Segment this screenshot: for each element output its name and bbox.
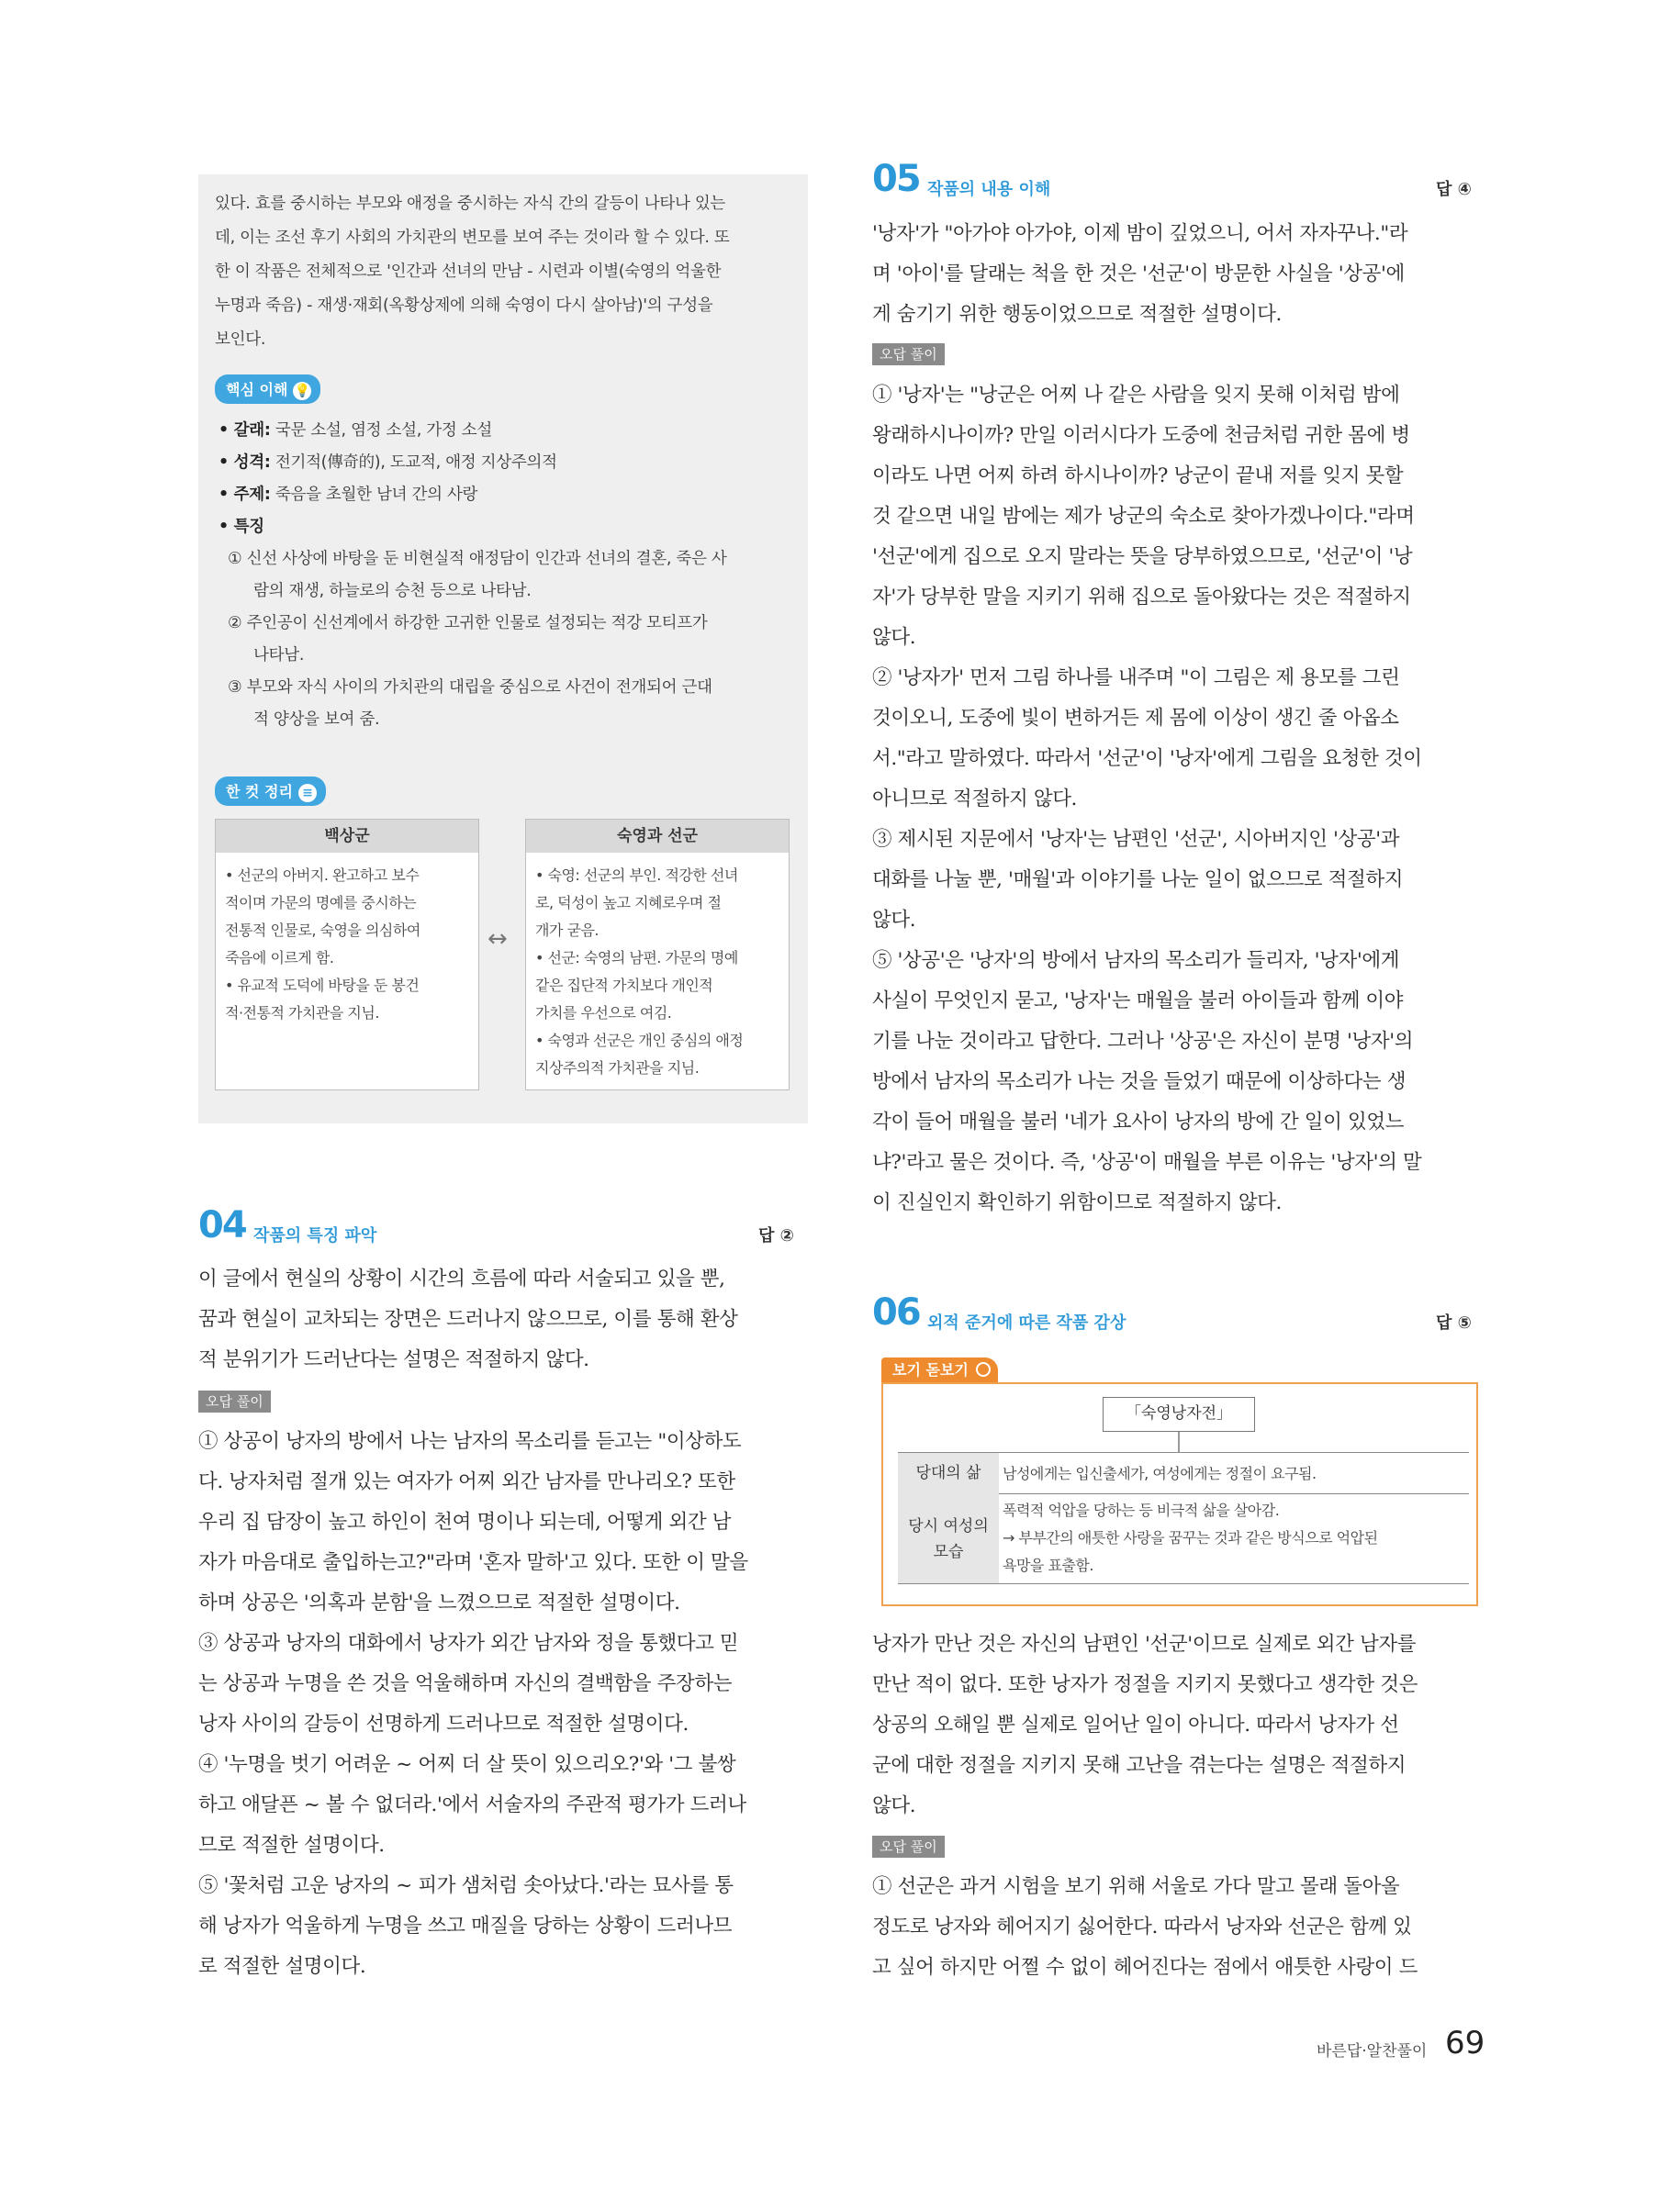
q04-explain-line: 해 낭자가 억울하게 누명을 쓰고 매질을 당하는 상황이 드러나므 [198,1915,733,1938]
question-number-06: 06 [872,1291,920,1334]
core-badge-label: 핵심 이해 [226,381,288,398]
q04-body-line: 이 글에서 현실의 상황이 시간의 흐름에 따라 서술되고 있을 뿐, [198,1268,725,1290]
character-line: 로, 덕성이 높고 지혜로우며 절 [535,894,722,911]
q04-explain-line: 므로 적절한 설명이다. [198,1834,385,1857]
wrong-answer-label-05: 오답 풀이 [872,343,945,365]
q06-body-line: 않다. [872,1794,916,1817]
bogi-row-text: 욕망을 표출함. [1003,1557,1093,1574]
intro-line: 보인다. [215,330,266,349]
q04-explain-line: 낭자 사이의 갈등이 선명하게 드러나므로 적절한 설명이다. [198,1713,689,1736]
bogi-row-text: 남성에게는 입신출세가, 여성에게는 정절이 요구됨. [1003,1465,1317,1482]
character-line: 적이며 가문의 명예를 중시하는 [225,894,417,911]
q05-explain-line: 왕래하시나이까? 만일 이러시다가 도중에 천금처럼 귀한 몸에 병 [872,424,1410,447]
q04-explain-line: ④ '누명을 벗기 어려운 ~ 어찌 더 살 뜻이 있으리오?'와 '그 불쌍 [198,1753,736,1776]
magnifier-icon [976,1362,991,1377]
q05-explain-line: 냐?'라고 물은 것이다. 즉, '상공'이 매월을 부른 이유는 '낭자'의 말 [872,1151,1422,1174]
q04-explain-line: 하고 애달픈 ~ 볼 수 없더라.'에서 서술자의 주관적 평가가 드러나 [198,1793,746,1816]
character-line: 개가 굳음. [535,922,599,939]
question-title-04: 작품의 특징 파악 [253,1226,377,1246]
one-cut-summary-badge [215,776,326,806]
q06-body-line: 만난 적이 없다. 또한 낭자가 정절을 지키지 못했다고 생각한 것은 [872,1673,1418,1696]
summary-box [198,174,808,1123]
q05-body-line: '낭자'가 "아가야 아가야, 이제 밤이 깊었으니, 어서 자자꾸나."라 [872,222,1408,245]
answer-04: 답 ② [758,1226,794,1246]
character-line: • 유교적 도덕에 바탕을 둔 봉건 [225,977,420,994]
q04-explain-line: 자가 마음대로 출입하는고?"라며 '혼자 말하'고 있다. 또한 이 말을 [198,1551,748,1574]
bogi-row-text: → 부부간의 애틋한 사랑을 꿈꾸는 것과 같은 방식으로 억압된 [1003,1529,1378,1547]
core-understanding-badge [215,374,320,404]
bogi-row [898,1452,1469,1494]
q05-explain-line: 기를 나눈 것이라고 답한다. 그러나 '상공'은 자신이 분명 '낭자'의 [872,1030,1414,1053]
question-title-05: 작품의 내용 이해 [927,180,1051,199]
core-list [219,415,797,736]
character-line: • 숙영과 선군은 개인 중심의 애정 [535,1032,744,1049]
q06-explain-line: ① 선군은 과거 시험을 보기 위해 서울로 가다 말고 몰래 돌아올 [872,1875,1400,1898]
q04-explain-line: 는 상공과 누명을 쓴 것을 억울해하며 자신의 결백함을 주장하는 [198,1672,733,1695]
q04-explain-line: 다. 낭자처럼 절개 있는 여자가 어찌 외간 남자를 만나리오? 또한 [198,1470,735,1493]
q05-explain-line: 방에서 남자의 목소리가 나는 것을 들었기 때문에 이상하다는 생 [872,1070,1407,1093]
q05-explain-line: 이 진실인지 확인하기 위함이므로 적절하지 않다. [872,1191,1282,1214]
bogi-tab [881,1357,998,1383]
feature-line: ② 주인공이 신선계에서 하강한 고귀한 인물로 설정되는 적강 모티프가 [228,614,708,632]
q05-explain-line: 않다. [872,909,916,932]
q04-body-line: 꿈과 현실이 교차되는 장면은 드러나지 않으므로, 이를 통해 환상 [198,1308,738,1331]
q06-explain-line: 정도로 낭자와 헤어지기 싫어한다. 따라서 낭자와 선군은 함께 있 [872,1916,1412,1938]
q04-explain-line: ① 상공이 낭자의 방에서 나는 남자의 목소리를 듣고는 "이상하도 [198,1430,742,1453]
q05-explain-line: 대화를 나눌 뿐, '매월'과 이야기를 나눈 일이 없으므로 적절하지 [872,868,1404,891]
q05-explain-line: 것 같으면 내일 밤에는 제가 낭군의 숙소로 찾아가겠나이다."라며 [872,505,1415,528]
footer-book-title: 바른답·알찬풀이 [1317,2042,1428,2061]
q05-explain-line: 이라도 나면 어찌 하려 하시나이까? 낭군이 끝내 저를 잊지 못할 [872,464,1404,487]
q05-body-line: 며 '아이'를 달래는 척을 한 것은 '선군'이 방문한 사실을 '상공'에 [872,263,1405,285]
core-item-theme: • 주제: 죽음을 초월한 남녀 간의 사랑 [219,486,478,504]
core-item-genre: • 갈래: 국문 소설, 염정 소설, 가정 소설 [219,421,492,440]
feature-line: ① 신선 사상에 바탕을 둔 비현실적 애정담이 인간과 선녀의 결혼, 죽은 사 [228,550,727,568]
q04-explain-line: 로 적절한 설명이다. [198,1955,366,1978]
q04-explain-line: ③ 상공과 낭자의 대화에서 낭자가 외간 남자와 정을 통했다고 믿 [198,1632,739,1655]
q04-explain-line: 하며 상공은 '의혹과 분함'을 느꼈으므로 적절한 설명이다. [198,1592,680,1614]
bogi-row-text: 폭력적 억압을 당하는 등 비극적 삶을 살아감. [1003,1502,1280,1519]
bogi-row-head-line: 당시 여성의 [908,1517,989,1536]
page-number: 69 [1445,2025,1485,2061]
answer-05: 답 ④ [1436,180,1472,199]
question-number-04: 04 [198,1204,246,1246]
character-line: 적·전통적 가치관을 지님. [225,1004,379,1022]
cut-badge-label: 한 컷 정리 [226,783,293,800]
wrong-answer-label-04: 오답 풀이 [198,1391,271,1413]
q05-explain-line: 사실이 무엇인지 묻고, '낭자'는 매월을 불러 아이들과 함께 이야 [872,989,1404,1012]
q05-explain-line: ① '낭자'는 "낭군은 어찌 나 같은 사람을 잊지 못해 이처럼 밤에 [872,384,1400,407]
q06-body-line: 군에 대한 정절을 지키지 못해 고난을 겪는다는 설명은 적절하지 [872,1754,1407,1777]
character-box-title: 숙영과 선군 [526,820,789,853]
character-line: 전통적 인물로, 숙영을 의심하여 [225,922,420,939]
bogi-connector [1178,1432,1180,1452]
q05-explain-line: 않다. [872,626,916,649]
q05-explain-line: ② '낭자가' 먼저 그림 하나를 내주며 "이 그림은 제 용모를 그린 [872,666,1400,689]
q05-body-line: 게 숨기기 위한 행동이었으므로 적절한 설명이다. [872,303,1282,326]
feature-line: ③ 부모와 자식 사이의 가치관의 대립을 중심으로 사건이 전개되어 근대 [228,678,712,697]
q05-explain-line: 아니므로 적절하지 않다. [872,788,1077,810]
character-line: • 선군: 숙영의 남편. 가문의 명예 [535,949,738,966]
character-line: 죽음에 이르게 함. [225,949,334,966]
wrong-answer-label-06: 오답 풀이 [872,1836,945,1858]
intro-line: 있다. 효를 중시하는 부모와 애정을 중시하는 자식 간의 갈등이 나타나 있는 [215,195,726,213]
q05-explain-line: '선군'에게 집으로 오지 말라는 뜻을 당부하였으므로, '선군'이 '낭 [872,545,1413,568]
character-line: 같은 집단적 가치보다 개인적 [535,977,713,994]
q06-body-line: 상공의 오해일 뿐 실제로 일어난 일이 아니다. 따라서 낭자가 선 [872,1714,1399,1737]
character-box-title: 백상군 [216,820,478,853]
q05-explain-line: 것이오니, 도중에 빛이 변하거든 제 몸에 이상이 생긴 줄 아옵소 [872,707,1399,730]
q05-explain-line: 각이 들어 매월을 불러 '네가 요사이 낭자의 방에 간 일이 있었느 [872,1111,1405,1134]
bogi-row-head: 당대의 삶 [898,1453,999,1493]
core-item-nature: • 성격: 전기적(傳奇的), 도교적, 애정 지상주의적 [219,453,557,472]
q04-body-line: 적 분위기가 드러난다는 설명은 적절하지 않다. [198,1348,589,1371]
intro-line: 누명과 죽음) - 재생·재회(옥황상제에 의해 숙영이 다시 살아남)'의 구성을 [215,296,713,315]
double-arrow-icon: ↔ [488,925,508,953]
lightbulb-icon: 💡 [294,383,311,398]
q05-explain-line: ⑤ '상공'은 '낭자'의 방에서 남자의 목소리가 들리자, '낭자'에게 [872,949,1400,972]
bogi-row-head [898,1493,999,1583]
bogi-row-head-line: 모습 [933,1543,964,1561]
q04-explain-line: 우리 집 담장이 높고 하인이 천여 명이나 되는데, 어떻게 외간 남 [198,1511,732,1534]
answer-06: 답 ⑤ [1436,1313,1472,1333]
character-line: • 숙영: 선군의 부인. 적강한 선녀 [535,866,738,884]
character-box-baeksanggun [215,819,479,1090]
q05-explain-line: 자'가 당부한 말을 지키기 위해 집으로 돌아왔다는 것은 적절하지 [872,586,1411,609]
q06-explain-line: 고 싶어 하지만 어쩔 수 없이 헤어진다는 점에서 애틋한 사랑이 드 [872,1956,1418,1979]
character-line: 지상주의적 가치관을 지님. [535,1059,700,1077]
bogi-tab-label: 보기 돋보기 [892,1361,969,1379]
notes-icon: ≡ [298,784,317,802]
feature-line: 람의 재생, 하늘로의 승천 등으로 나타남. [253,582,532,600]
bogi-row [898,1493,1469,1584]
bogi-work-title: 「숙영낭자전」 [1103,1397,1255,1432]
q05-explain-line: 서."라고 말하였다. 따라서 '선군'이 '낭자'에게 그림을 요청한 것이 [872,747,1422,770]
character-line: 가치를 우선으로 여김. [535,1004,672,1022]
question-number-05: 05 [872,158,920,200]
q04-explain-line: ⑤ '꽃처럼 고운 낭자의 ~ 피가 샘처럼 솟아났다.'라는 묘사를 통 [198,1874,734,1897]
feature-line: 나타남. [253,646,305,665]
q05-explain-line: ③ 제시된 지문에서 '낭자'는 남편인 '선군', 시아버지인 '상공'과 [872,828,1400,851]
intro-paragraph [215,187,791,357]
core-item-features: • 특징 [219,518,264,536]
character-box-sukyoung-seongun [525,819,790,1090]
character-line: • 선군의 아버지. 완고하고 보수 [225,866,420,884]
question-title-06: 외적 준거에 따른 작품 감상 [927,1313,1126,1333]
intro-line: 한 이 작품은 전체적으로 '인간과 선녀의 만남 - 시련과 이별(숙영의 억울한 [215,263,722,281]
q06-body-line: 낭자가 만난 것은 자신의 남편인 '선군'이므로 실제로 외간 남자를 [872,1633,1417,1656]
feature-line: 적 양상을 보여 줌. [253,710,380,729]
intro-line: 데, 이는 조선 후기 사회의 가치관의 변모를 보여 주는 것이라 할 수 있다. 또 [215,229,730,247]
